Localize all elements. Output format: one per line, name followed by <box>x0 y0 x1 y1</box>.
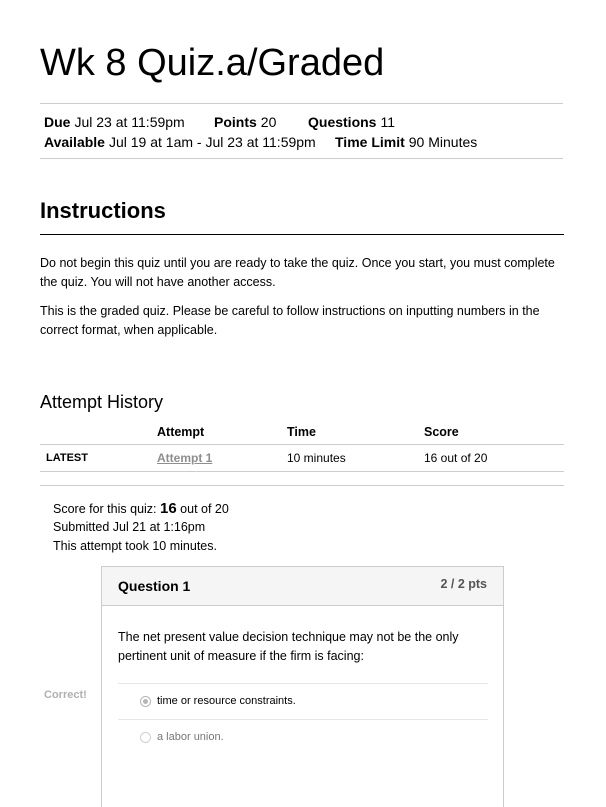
column-header-time: Time <box>287 420 424 445</box>
correct-answer-tag: Correct! <box>40 683 104 707</box>
radio-unselected-icon <box>140 732 151 743</box>
question-title: Question 1 <box>118 578 191 594</box>
answer-option <box>118 683 488 720</box>
due-value: Jul 23 at 11:59pm <box>74 114 185 130</box>
score-suffix: out of 20 <box>180 502 229 516</box>
column-header-score: Score <box>424 420 564 445</box>
answer-label: a labor union. <box>157 731 224 743</box>
history-divider <box>40 485 564 486</box>
question-points: 2 / 2 pts <box>440 577 487 591</box>
time-limit-label: Time Limit <box>335 134 405 150</box>
available-label: Available <box>44 134 105 150</box>
attempt-history-table <box>40 420 564 472</box>
submitted-line: Submitted Jul 21 at 1:16pm <box>53 520 206 534</box>
column-header-attempt: Attempt <box>157 420 287 445</box>
duration-line: This attempt took 10 minutes. <box>53 539 217 553</box>
availability <box>44 133 316 151</box>
quiz-details <box>40 103 563 159</box>
latest-tag: LATEST <box>40 445 157 472</box>
question-header <box>102 567 503 606</box>
radio-selected-icon <box>140 696 151 707</box>
answer-option <box>118 719 488 756</box>
points-value: 20 <box>260 114 277 130</box>
questions-value: 11 <box>380 114 396 130</box>
attempt-history-title: Attempt History <box>40 392 164 412</box>
points-label: Points <box>214 114 257 130</box>
answer-label: time or resource constraints. <box>157 695 296 707</box>
instructions-paragraph-1: Do not begin this quiz until you are ready to take the quiz. Once you start, you must complete the quiz. You will not have another access. <box>40 256 555 289</box>
score-line <box>53 499 229 518</box>
page-title: Wk 8 Quiz.a/Graded <box>40 42 385 84</box>
column-header-tag <box>40 420 157 445</box>
available-value: Jul 19 at 1am - Jul 23 at 11:59pm <box>108 134 316 150</box>
attempt-cell <box>157 445 287 472</box>
instructions-title: Instructions <box>40 198 166 223</box>
points <box>214 113 276 131</box>
score-cell: 16 out of 20 <box>424 445 564 472</box>
question-card <box>101 566 504 807</box>
time-limit <box>335 133 477 151</box>
questions-count <box>308 113 395 131</box>
score-summary <box>53 499 229 556</box>
instructions-paragraph-2: This is the graded quiz. Please be careful to follow instructions on inputting numbers in the correct format, when applicable. <box>40 304 540 337</box>
table-header-row <box>40 420 564 445</box>
score-prefix: Score for this quiz: <box>53 502 157 516</box>
attempt-1-link[interactable]: Attempt 1 <box>157 451 213 465</box>
due-label: Due <box>44 114 71 130</box>
time-cell: 10 minutes <box>287 445 424 472</box>
instructions-divider <box>40 234 564 235</box>
due-date <box>44 113 185 131</box>
time-limit-value: 90 Minutes <box>408 134 478 150</box>
question-text: The net present value decision technique may not be the only pertinent unit of measure if the firm is facing: <box>118 630 459 663</box>
table-row <box>40 445 564 472</box>
score-value: 16 <box>160 500 177 517</box>
questions-label: Questions <box>308 114 377 130</box>
